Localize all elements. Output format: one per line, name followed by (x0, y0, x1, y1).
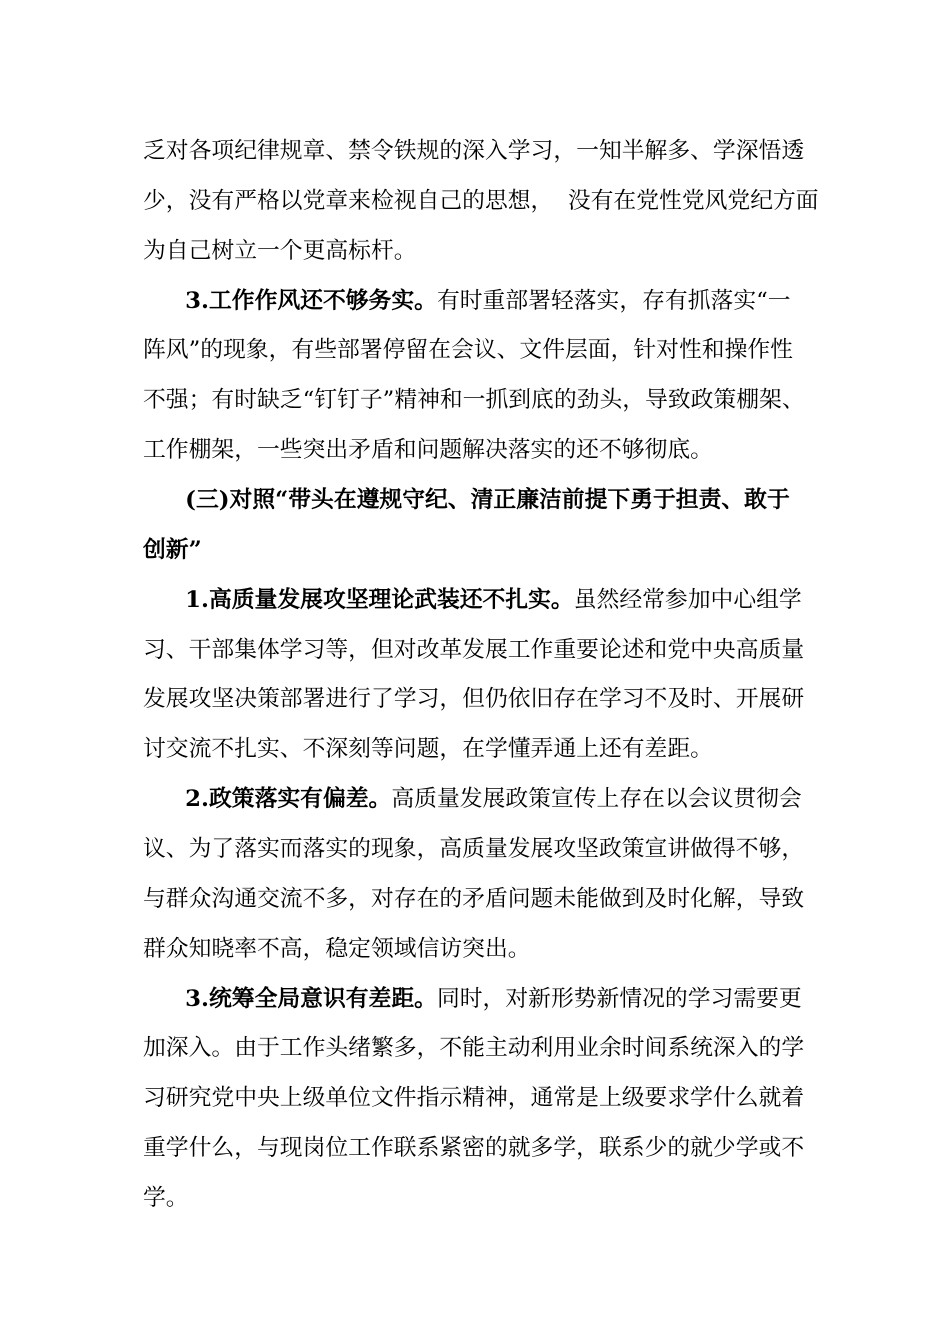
bold-lead: 3.工作作风还不够务实。 (185, 287, 437, 314)
line-text: 同时，对新形势新情况的学习需要更 (436, 985, 802, 1012)
text-line: 群众知晓率不高，稳定领域信访突出。 (143, 935, 531, 962)
text-line: 讨交流不扎实、不深刻等问题，在学懂弄通上还有差距。 (143, 736, 713, 763)
bold-lead: 2.政策落实有偏差。 (185, 786, 392, 813)
bold-lead: 3.统筹全局意识有差距。 (185, 985, 437, 1012)
text-line: 为自己树立一个更高标杆。 (143, 237, 417, 264)
document-body (143, 127, 863, 1224)
line-text: 有时重部署轻落实，存有抓落实“一 (436, 287, 791, 314)
text-line: 加深入。由于工作头绪繁多，不能主动利用业余时间系统深入的学 (143, 1035, 805, 1062)
line-text: 高质量发展政策宣传上存在以会议贯彻会 (391, 786, 802, 813)
paragraph-overall-planning (143, 975, 863, 1224)
text-line: 学。 (143, 1185, 189, 1212)
paragraph-work-style (143, 277, 863, 476)
text-line: 习、干部集体学习等，但对改革发展工作重要论述和党中央高质量 (143, 636, 805, 663)
text-line: 发展攻坚决策部署进行了学习，但仍依旧存在学习不及时、开展研 (143, 686, 805, 713)
text-line (143, 576, 863, 626)
bold-lead: 1.高质量发展攻坚理论武装还不扎实。 (185, 586, 574, 613)
line-text: 虽然经常参加中心组学 (573, 586, 802, 613)
text-line: 与群众沟通交流不多，对存在的矛盾问题未能做到及时化解，导致 (143, 885, 805, 912)
text-line (143, 775, 863, 825)
text-line: 重学什么，与现岗位工作联系紧密的就多学，联系少的就少学或不 (143, 1135, 805, 1162)
text-line: 工作棚架，一些突出矛盾和问题解决落实的还不够彻底。 (143, 437, 713, 464)
text-line: 不强；有时缺乏“钉钉子”精神和一抓到底的劲头，导致政策棚架、 (143, 387, 805, 414)
text-line: 议、为了落实而落实的现象，高质量发展攻坚政策宣讲做得不够， (143, 836, 805, 863)
text-line (143, 277, 863, 327)
heading-line: 创新” (143, 536, 202, 563)
text-line (143, 975, 863, 1025)
paragraph-policy (143, 775, 863, 974)
paragraph-continued (143, 127, 863, 277)
paragraph-theory-study (143, 576, 863, 775)
text-line: 习研究党中央上级单位文件指示精神，通常是上级要求学什么就着 (143, 1085, 805, 1112)
text-line: 阵风”的现象，有些部署停留在会议、文件层面，针对性和操作性 (143, 337, 793, 364)
heading-line: (三)对照“带头在遵规守纪、清正廉洁前提下勇于担责、敢于 (185, 487, 790, 514)
text-line: 乏对各项纪律规章、禁令铁规的深入学习，一知半解多、学深悟透 (143, 138, 805, 164)
text-line: 少，没有严格以党章来检视自己的思想， 没有在党性党风党纪方面 (143, 187, 819, 214)
section-heading (143, 476, 863, 576)
